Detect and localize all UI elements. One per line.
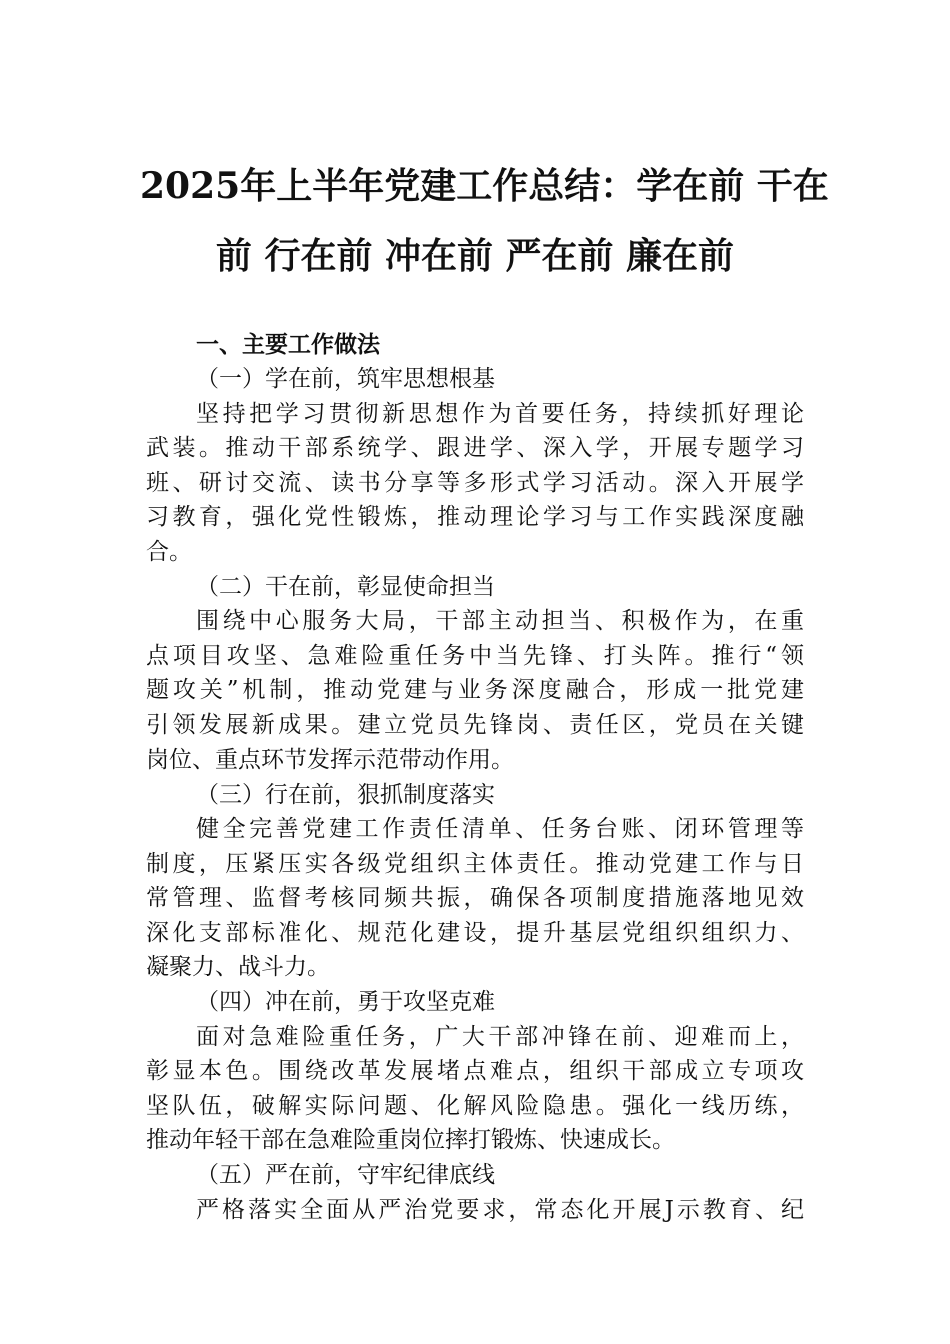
paragraph-line: 面对急难险重任务，广大干部冲锋在前、迎难而上， xyxy=(196,1024,804,1050)
subsection-heading-4: （四）冲在前，勇于攻坚克难 xyxy=(196,989,495,1015)
paragraph-line: 岗位、重点环节发挥示范带动作用。 xyxy=(146,747,514,773)
subsection-heading-5: （五）严在前，守牢纪律底线 xyxy=(196,1162,495,1188)
paragraph-line: 点项目攻坚、急难险重任务中当先锋、打头阵。推行“领 xyxy=(146,643,804,669)
paragraph-line: 习教育，强化党性锻炼，推动理论学习与工作实践深度融 xyxy=(146,504,804,530)
paragraph-line: 坚持把学习贯彻新思想作为首要任务，持续抓好理论 xyxy=(196,401,804,427)
paragraph-line: 合。 xyxy=(146,539,192,565)
paragraph-line: 常管理、监督考核同频共振，确保各项制度措施落地见效 xyxy=(146,885,804,911)
paragraph-line: 班、研讨交流、读书分享等多形式学习活动。深入开展学 xyxy=(146,470,804,496)
paragraph-line: 健全完善党建工作责任清单、任务台账、闭环管理等 xyxy=(196,816,804,842)
paragraph-line: 严格落实全面从严治党要求，常态化开展J示教育、纪 xyxy=(196,1197,804,1223)
subsection-heading-2: （二）干在前，彰显使命担当 xyxy=(196,574,495,600)
paragraph-line: 彰显本色。围绕改革发展堵点难点，组织干部成立专项攻 xyxy=(146,1058,804,1084)
paragraph-line: 深化支部标准化、规范化建设，提升基层党组织组织力、 xyxy=(146,920,804,946)
subsection-heading-1: （一）学在前，筑牢思想根基 xyxy=(196,366,495,392)
paragraph-line: 引领发展新成果。建立党员先锋岗、责任区，党员在关键 xyxy=(146,712,804,738)
paragraph-line: 坚队伍，破解实际问题、化解风险隐患。强化一线历练， xyxy=(146,1093,804,1119)
paragraph-line: 制度，压紧压实各级党组织主体责任。推动党建工作与日 xyxy=(146,851,804,877)
subsection-heading-3: （三）行在前，狠抓制度落实 xyxy=(196,782,495,808)
paragraph-line: 围绕中心服务大局，干部主动担当、积极作为，在重 xyxy=(196,608,804,634)
document-title-line-1: 2025年上半年党建工作总结：学在前 干在 xyxy=(140,165,829,207)
paragraph-line: 题攻关”机制，推动党建与业务深度融合，形成一批党建 xyxy=(146,677,804,703)
paragraph-line: 武装。推动干部系统学、跟进学、深入学，开展专题学习 xyxy=(146,435,804,461)
paragraph-line: 凝聚力、战斗力。 xyxy=(146,954,330,980)
paragraph-line: 推动年轻干部在急难险重岗位摔打锻炼、快速成长。 xyxy=(146,1127,675,1153)
section-heading: 一、主要工作做法 xyxy=(196,332,380,358)
document-title-line-2: 前 行在前 冲在前 严在前 廉在前 xyxy=(215,235,735,277)
